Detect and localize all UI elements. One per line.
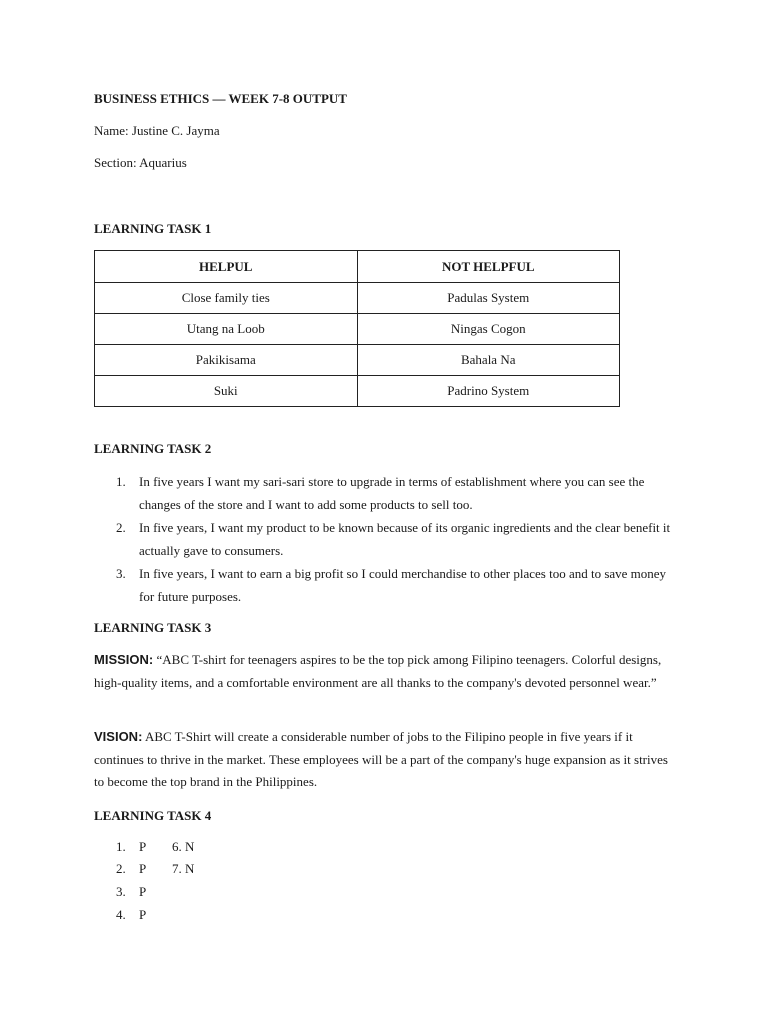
answer-row [94, 884, 394, 906]
document-title: BUSINESS ETHICS — WEEK 7-8 OUTPUT [94, 91, 347, 106]
table-header-row [95, 251, 620, 283]
traits-table [94, 250, 620, 407]
list-item-text: In five years, I want to earn a big profit so I could merchandise to other places too and to save money for future purposes. [139, 566, 667, 604]
answer-value: P [139, 839, 147, 854]
table-cell: Close family ties [95, 283, 358, 314]
table-cell: Padulas System [357, 283, 620, 314]
answer-value: P [139, 884, 147, 899]
task2-heading: LEARNING TASK 2 [94, 441, 212, 456]
mission-text: “ABC T-shirt for teenagers aspires to be the top pick among Filipino teenagers. Colorful designs, high-quality items, and a comfortable environment are all thanks to the company's devoted personnel wear.” [94, 652, 662, 690]
vision-label: VISION: [94, 729, 143, 744]
answer-number: 3. [116, 884, 126, 899]
table-cell: Bahala Na [357, 345, 620, 376]
vision-text: ABC T-Shirt will create a considerable number of jobs to the Filipino people in five years if it continues to thrive in the market. These employees will be a part of the company's huge expansion as it strives to become the top brand in the Philippines. [94, 729, 668, 789]
answer-value-secondary: 7. N [172, 861, 195, 876]
answer-value-secondary: 6. N [172, 839, 195, 854]
table-cell: Ningas Cogon [357, 314, 620, 345]
answer-number: 2. [116, 861, 126, 876]
list-item-number: 3. [116, 566, 126, 581]
answer-row [94, 839, 394, 861]
table-row [95, 345, 620, 376]
table-row [95, 376, 620, 407]
answer-number: 4. [116, 907, 126, 922]
student-name: Name: Justine C. Jayma [94, 123, 220, 138]
answer-value: P [139, 907, 147, 922]
answer-row [94, 861, 394, 883]
answer-row [94, 907, 394, 929]
answer-value: P [139, 861, 147, 876]
table-row [95, 314, 620, 345]
list-item-number: 1. [116, 474, 126, 489]
task1-heading: LEARNING TASK 1 [94, 221, 212, 236]
list-item-text: In five years, I want my product to be known because of its organic ingredients and the clear benefit it actually gave to consumers. [139, 520, 671, 558]
list-item [94, 470, 674, 516]
table-cell: Pakikisama [95, 345, 358, 376]
mission-paragraph [94, 649, 674, 694]
vision-paragraph [94, 726, 674, 794]
list-item [94, 562, 674, 608]
table-cell: Utang na Loob [95, 314, 358, 345]
list-item-number: 2. [116, 520, 126, 535]
table-cell: Suki [95, 376, 358, 407]
list-item-text: In five years I want my sari-sari store to upgrade in terms of establishment where you can see the changes of the store and I want to add some products to sell too. [139, 474, 645, 512]
table-row [95, 283, 620, 314]
column-header-helpful: HELPUL [95, 251, 358, 283]
table-cell: Padrino System [357, 376, 620, 407]
task2-list [94, 470, 674, 608]
column-header-not-helpful: NOT HELPFUL [357, 251, 620, 283]
mission-label: MISSION: [94, 652, 154, 667]
task3-heading: LEARNING TASK 3 [94, 620, 212, 635]
list-item [94, 516, 674, 562]
student-section: Section: Aquarius [94, 155, 187, 170]
answer-number: 1. [116, 839, 126, 854]
task4-heading: LEARNING TASK 4 [94, 808, 212, 823]
